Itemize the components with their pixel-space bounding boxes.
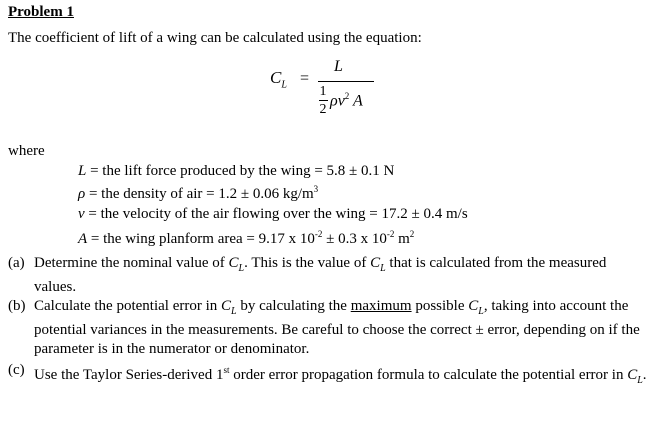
question-b: [8, 297, 648, 359]
equation-denominator: $\rho v^2$ A: [330, 91, 363, 110]
equation-numerator: L: [334, 58, 343, 75]
equals-sign: =: [300, 70, 310, 87]
definition-velocity: v = the velocity of the air flowing over the wing = 17.2 ± 0.4 m/s: [78, 206, 468, 222]
definition-area: A = the wing planform area = 9.17 x $10^{-2} \pm 0.3$ x $10^{-2}$ $m^2$: [78, 229, 415, 247]
question-b-text: Calculate the potential error in $C_L$ by calculating the maximum possible $C_L$, taking into account the potential variances in the measurements. Be careful to choose the correct ± error, depending on if the parameter is in the numerator or denominator.: [34, 298, 640, 357]
definition-density: ρ = the density of air = 1.2 ± 0.06 $kg/m^3$: [78, 184, 319, 202]
question-c: [8, 361, 648, 390]
question-c-label: (c): [8, 362, 25, 378]
problem-title: Problem 1: [8, 4, 74, 20]
question-b-label: (b): [8, 298, 26, 314]
one-half-fraction: 1 2: [319, 84, 327, 117]
lift-coefficient-equation: [270, 58, 390, 128]
definition-lift: L = the lift force produced by the wing = 5.8 ± 0.1 N: [78, 163, 395, 179]
intro-text: The coefficient of lift of a wing can be calculated using the equation:: [8, 30, 422, 46]
question-a: [8, 254, 648, 297]
question-a-label: (a): [8, 255, 25, 271]
fraction-bar: [318, 81, 374, 82]
question-c-text: Use the Taylor Series-derived 1st order error propagation formula to calculate the potential error in $C_L$.: [34, 365, 647, 386]
where-label: where: [8, 143, 45, 159]
question-a-text: Determine the nominal value of $C_L$. This is the value of $C_L$ that is calculated from the measured values.: [34, 255, 607, 295]
equation-lhs: $C_L$: [270, 68, 287, 91]
